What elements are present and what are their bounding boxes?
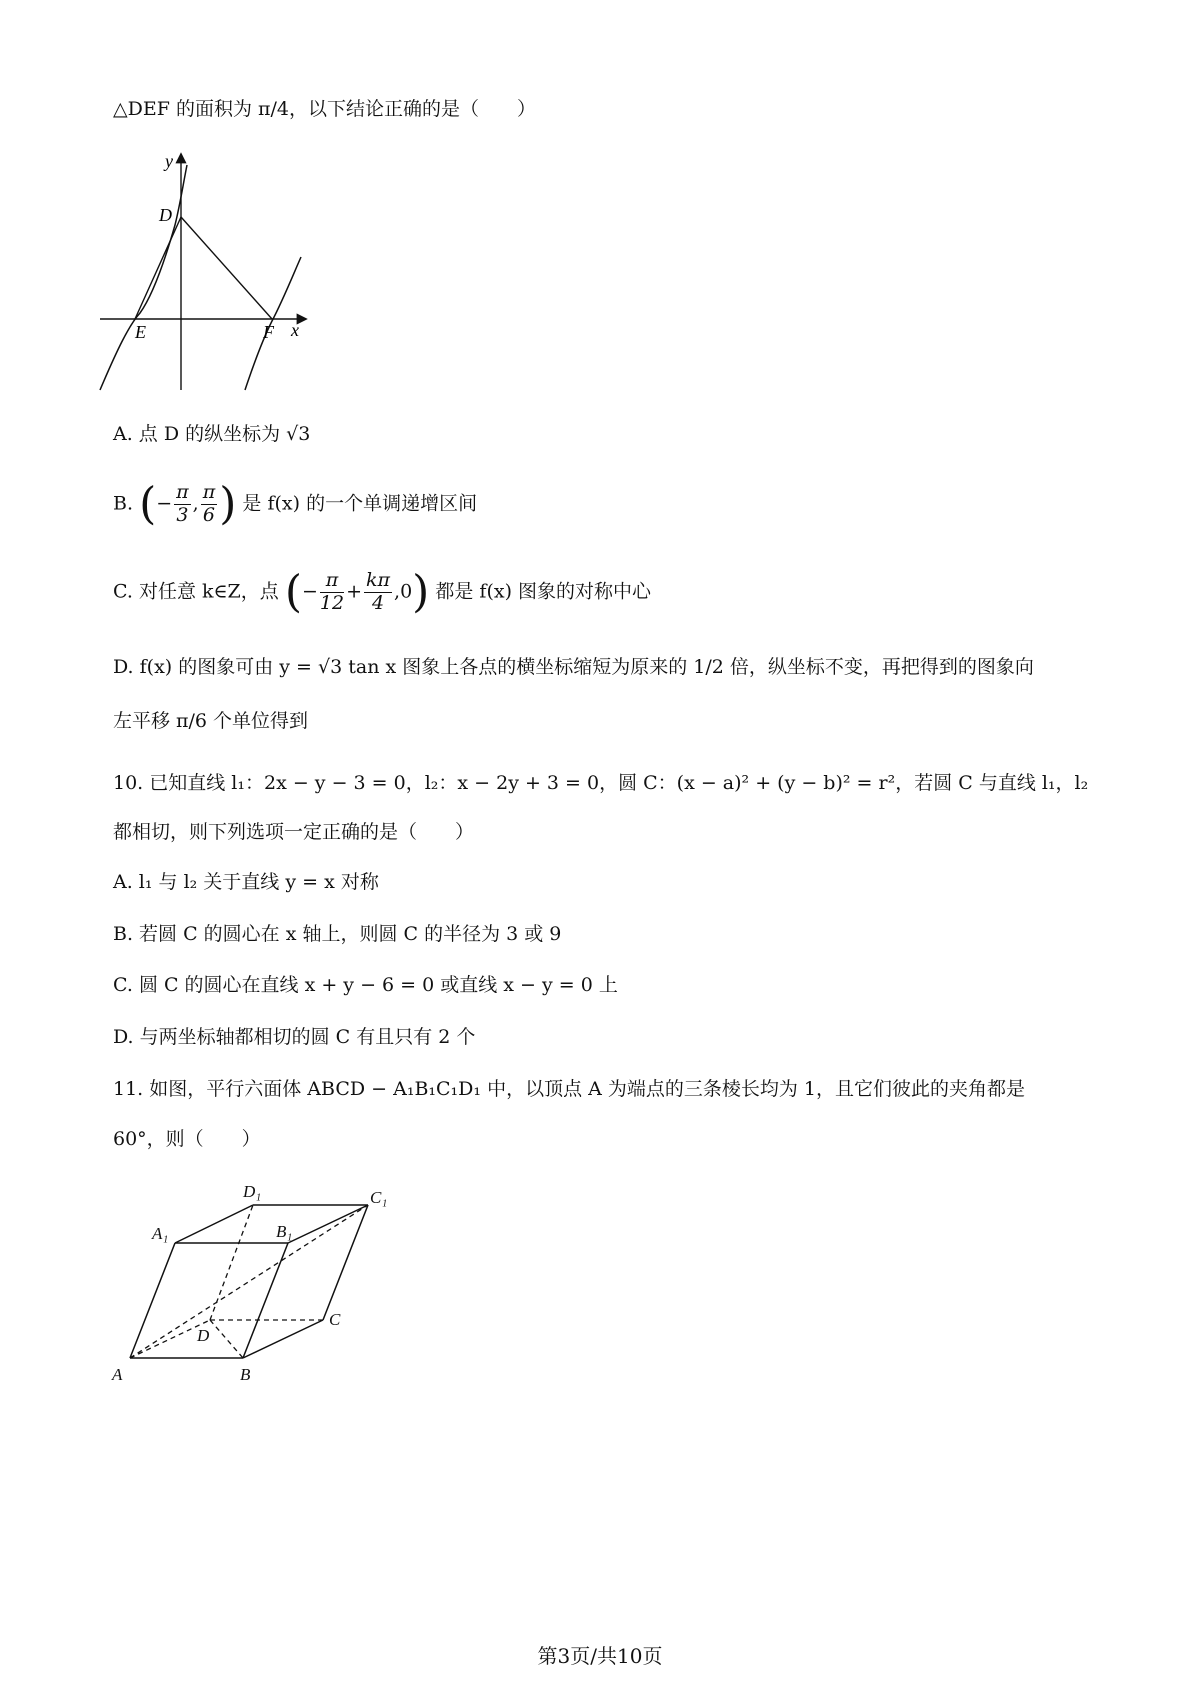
option-c-post: 都是 f(x) 图象的对称中心 bbox=[435, 580, 652, 603]
option-a bbox=[113, 425, 310, 444]
q11-stem-line2 bbox=[113, 1130, 261, 1149]
edge-C1-C bbox=[323, 1205, 368, 1320]
triangle-area-text: △DEF 的面积为 π/4，以下结论正确的是（ ） bbox=[113, 98, 536, 120]
option-d-line2 bbox=[113, 712, 308, 731]
option-d-text-b: 左平移 π/6 个单位得到 bbox=[113, 710, 309, 732]
q11-text-b: 60°，则（ ） bbox=[113, 1128, 261, 1150]
parallelepiped-figure bbox=[100, 1175, 420, 1405]
curve-left-branch bbox=[100, 165, 187, 390]
q11-text-a: 11. 如图，平行六面体 ABCD − A₁B₁C₁D₁ 中，以顶点 A 为端点的三条棱长均为 1，且它们彼此的夹角都是 bbox=[113, 1078, 1025, 1100]
label-y: y bbox=[165, 151, 173, 171]
label-B: B bbox=[240, 1365, 251, 1384]
option-d-line1 bbox=[113, 658, 1034, 677]
edge-A-A1 bbox=[130, 1243, 175, 1358]
label-D: D bbox=[197, 1326, 210, 1345]
question-stem-line bbox=[113, 100, 536, 119]
label-F: F bbox=[263, 322, 274, 342]
edge-A1-D1 bbox=[175, 1205, 253, 1243]
q10-option-c: C. 圆 C 的圆心在直线 x + y − 6 = 0 或直线 x − y = 0 上 bbox=[113, 974, 618, 996]
segment-ED bbox=[135, 217, 181, 319]
label-D1: D₁ bbox=[243, 1182, 262, 1201]
option-c-pre: C. 对任意 k∈Z，点 bbox=[113, 580, 279, 603]
option-d-text-a: D. f(x) 的图象可由 y = √3 tan x 图象上各点的横坐标缩短为原来的 1/2 倍，纵坐标不变，再把得到的图象向 bbox=[113, 656, 1034, 678]
q10-text-a: 10. 已知直线 l₁：2x − y − 3 = 0，l₂：x − 2y + 3 = 0，圆 C：(x − a)² + (y − b)² = r²，若圆 C 与直线 l₁，l₂ bbox=[113, 772, 1089, 794]
option-b: B. (− $\frac{\pi}{3}$ , $\frac{\pi}{6}$ ) 是 f(x) 的一个单调递增区间 bbox=[113, 478, 478, 530]
option-a-text: A. 点 D 的纵坐标为 √3 bbox=[113, 423, 311, 445]
fraction-c1: $\frac{\pi}{12}$ bbox=[319, 569, 345, 614]
page-footer bbox=[0, 1640, 1200, 1669]
option-b-label: B. bbox=[113, 492, 134, 515]
q10-option-d: D. 与两坐标轴都相切的圆 C 有且只有 2 个 bbox=[113, 1026, 476, 1048]
label-B1: B₁ bbox=[276, 1222, 293, 1241]
label-A1: A₁ bbox=[152, 1224, 169, 1243]
label-E: E bbox=[135, 322, 146, 342]
close-paren: ) bbox=[219, 478, 237, 530]
fraction-a: $\frac{\pi}{3}$ bbox=[176, 481, 189, 526]
q10-stem-line1 bbox=[113, 774, 1088, 793]
label-C: C bbox=[329, 1310, 341, 1329]
page-number: 第3页/共10页 bbox=[537, 1644, 663, 1668]
fraction-c2: $\frac{k\pi}{4}$ bbox=[366, 569, 391, 614]
q10-option-a: A. l₁ 与 l₂ 关于直线 y = x 对称 bbox=[113, 871, 379, 893]
option-b-text: 是 f(x) 的一个单调递增区间 bbox=[242, 492, 478, 515]
open-paren: ( bbox=[139, 478, 157, 530]
segment-DF bbox=[181, 217, 272, 319]
q10-stem-line2 bbox=[113, 823, 474, 842]
label-C1: C₁ bbox=[370, 1188, 388, 1207]
q10-option-b: B. 若圆 C 的圆心在 x 轴上，则圆 C 的半径为 3 或 9 bbox=[113, 923, 562, 945]
option-c: C. 对任意 k∈Z，点 (− $\frac{\pi}{12}$ + $\frac{k\pi}{4}$ ,0) 都是 f(x) 图象的对称中心 bbox=[113, 566, 652, 618]
diagonal-D-B bbox=[210, 1320, 243, 1358]
label-x: x bbox=[291, 320, 299, 340]
tangent-graph bbox=[95, 145, 355, 405]
q10-text-b: 都相切，则下列选项一定正确的是（ ） bbox=[113, 821, 475, 843]
fraction-b: $\frac{\pi}{6}$ bbox=[202, 481, 216, 526]
q11-stem-line1 bbox=[113, 1080, 1025, 1099]
label-A: A bbox=[112, 1365, 123, 1384]
label-D: D bbox=[159, 205, 172, 225]
